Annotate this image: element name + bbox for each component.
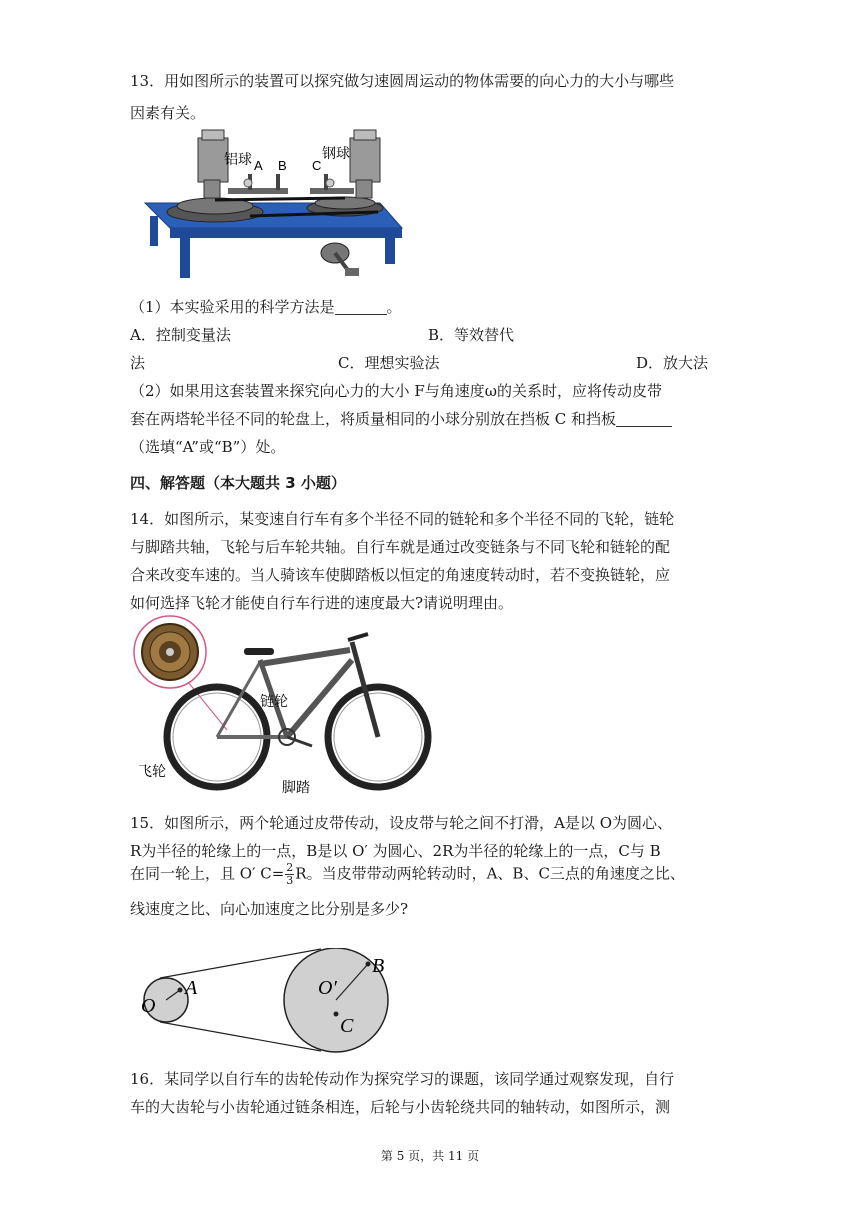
belt-drive-figure — [136, 948, 396, 1058]
al-ball-label: 铝球 — [224, 152, 252, 168]
q14-line1: 14．如图所示，某变速自行车有多个半径不同的链轮和多个半径不同的飞轮，链轮 — [130, 510, 675, 528]
q13-part2-line3: （选填“A”或“B”）处。 — [130, 438, 286, 456]
centripetal-force-apparatus-figure — [140, 128, 410, 288]
q14-line3: 合来改变车速的。当人骑该车使脚踏板以恒定的角速度转动时，若不变换链轮，应 — [130, 566, 671, 584]
pedal-label: 脚踏 — [282, 780, 310, 796]
q16-line2: 车的大齿轮与小齿轮通过链条相连，后轮与小齿轮绕共同的轴转动，如图所示，测 — [130, 1098, 671, 1116]
baffle-c-label: C — [312, 158, 322, 173]
baffle-a-label: A — [254, 158, 263, 173]
q13-option-c: C．理想实验法 — [338, 354, 440, 372]
q13-option-a: A．控制变量法 — [130, 326, 231, 344]
answer-blank-1[interactable] — [335, 296, 387, 315]
center-o-label: O — [141, 995, 156, 1017]
chainring-label: 链轮 — [260, 694, 288, 710]
q13-option-d: D．放大法 — [636, 354, 709, 372]
q15-line4: 线速度之比、向心加速度之比分别是多少? — [130, 900, 409, 918]
section-heading: 四、解答题（本大题共 3 小题） — [130, 474, 346, 492]
answer-blank-2[interactable] — [616, 408, 672, 427]
q13-option-b-cont: 法 — [130, 354, 146, 372]
q15-line3: 在同一轮上，且 O′ C= $\frac{2}{3}$ R。当皮带带动两轮转动时，A、B、C三点的角速度之比、 — [130, 861, 685, 887]
steel-ball-label: 钢球 — [322, 146, 350, 162]
q15-line1: 15．如图所示，两个轮通过皮带传动，设皮带与轮之间不打滑，A是以 O为圆心、 — [130, 814, 672, 832]
q13-stem-line2: 因素有关。 — [130, 104, 206, 122]
flywheel-label: 飞轮 — [138, 764, 166, 780]
q16-line1: 16．某同学以自行车的齿轮传动作为探究学习的课题，该同学通过观察发现，自行 — [130, 1070, 675, 1088]
point-c-label: C — [340, 1015, 354, 1037]
page-footer: 第 5 页，共 11 页 — [380, 1149, 480, 1163]
q13-part1: （1）本实验采用的科学方法是 。 — [130, 298, 402, 316]
q13-option-b: B．等效替代 — [428, 326, 515, 344]
point-b-label: B — [372, 955, 385, 977]
q14-line2: 与脚踏共轴，飞轮与后车轮共轴。自行车就是通过改变链条与不同飞轮和链轮的配 — [130, 538, 671, 556]
fraction-two-thirds: $\frac{2}{3}$ — [286, 861, 294, 887]
q13-stem-line1: 13．用如图所示的装置可以探究做匀速圆周运动的物体需要的向心力的大小与哪些 — [130, 72, 675, 90]
q13-part2-line2: 套在两塔轮半径不同的轮盘上，将质量相同的小球分别放在挡板 C 和挡板 — [130, 408, 672, 429]
q14-line4: 如何选择飞轮才能使自行车行进的速度最大?请说明理由。 — [130, 594, 514, 612]
point-a-label: A — [185, 977, 198, 999]
q15-line2: R为半径的轮缘上的一点，B是以 O′ 为圆心、2R为半径的轮缘上的一点，C与 B — [130, 842, 661, 860]
bicycle-figure — [132, 612, 432, 798]
center-o-prime-label: O′ — [318, 977, 337, 999]
baffle-b-label: B — [278, 158, 287, 173]
q13-part2-line1: （2）如果用这套装置来探究向心力的大小 F与角速度ω的关系时，应将传动皮带 — [130, 382, 662, 400]
